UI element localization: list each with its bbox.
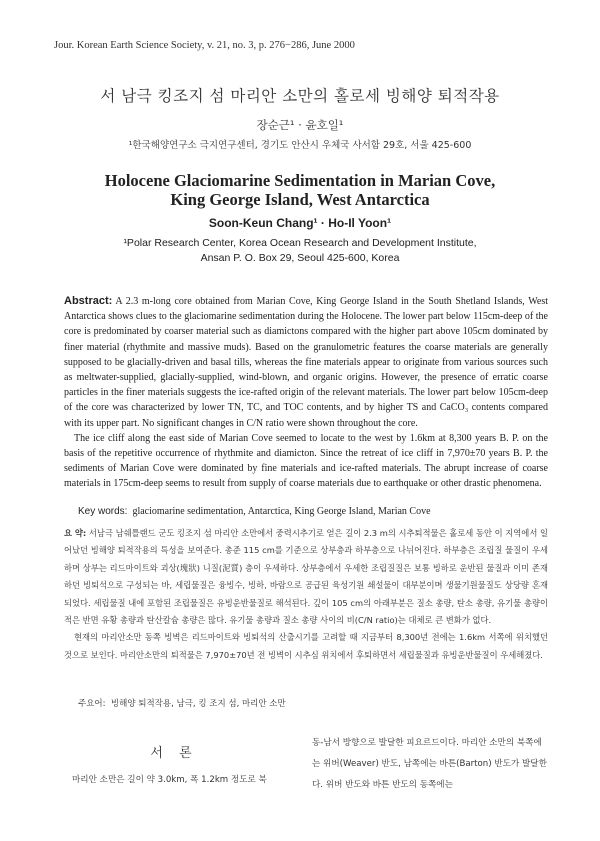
body-left-column: 마리안 소만은 길이 약 3.0km, 폭 1.2km 정도로 북	[72, 775, 267, 785]
abstract-paragraph-1	[64, 294, 548, 431]
english-affiliation-line-1: ¹Polar Research Center, Korea Ocean Research and Development Institute,	[123, 237, 477, 249]
korean-keywords-text: 빙해양 퇴적작용, 남극, 킹 조지 섬, 마리안 소만	[110, 699, 286, 709]
body-right-column: 동-남서 방향으로 발달한 피요르드이다. 마리안 소만의 북쪽에는 위버(Weaver) 반도, 남쪽에는 바튼(Barton) 반도가 발달한다. 위버 반도와 바튼 반도의 동쪽에는	[312, 738, 547, 790]
abstract-text-1: A 2.3 m-long core obtained from Marian Cove, King George Island in the South Shetland Islands, West Antarctica shows clues to the glaciomarine sedimentation during the Holocene. The lower part below 115cm-deep of the core is predominated by coarser material such as diamictons compared with the higher part above 105cm dominated by finer material (rhythmite and massive muds). Based on the granulometric features the coarse materials are generally supposed to be glacially-driven and basal tills, whereas the fine materials appear to originate from various sources such as meltwater-supplied, glacially-supplied, wind-blown, and organic origins. However, the presence of erratic coarse particles in the finer materials suggests the ice-rafted origin of the relevant materials. The lower part below 105cm-deep of the core was characterized by lower TN, TC, and TOC contents, and by higher TS and CaCO₃ contents compared with its upper part. No significant changes in C/N ratio were shown throughout the core.	[64, 296, 548, 429]
korean-abstract-section	[64, 525, 548, 664]
korean-abstract-paragraph-2: 현재의 마리안소만 동쪽 빙벽은 리드마이트와 빙퇴석의 산출시기를 고려할 때 지금부터 8,300년 전에는 1.6km 서쪽에 위치했던 것으로 보인다. 마리안소만의 퇴적물은 7,970±70년 전 빙벽이 시추심 위치에서 후퇴하면서 세립물질과 유빙운반물질이 우세해졌다.	[64, 632, 548, 660]
korean-keywords-label: 주요어:	[78, 699, 106, 709]
keywords-text: glaciomarine sedimentation, Antarctica, King George Island, Marian Cove	[132, 506, 431, 517]
korean-abstract-text-1: 서남극 남쉐틀랜드 군도 킹조지 섬 마리안 소만에서 중력시추기로 얻은 길이 2.3 m의 시추퇴적물은 홀로세 동안 이 지역에서 일어났던 빙해양 퇴적작용의 특성을 보여준다. 총준 115 cm를 기준으로 상부층과 하부층으로 나뉘어진다. 하부층은 조립질 물질이 우세하며 상부는 리드마이트와 괴상(塊狀) 니질(泥質) 층이 우세하다. 상부층에서 우세한 조립질질은 보통 빙하로 운반된 물질과 이미 존재하던 빙퇴석으로 구성되는 바, 세립물질은 융빙수, 빙하, 바람으로 공급된 육성기원 쇄설물이 대부분이며 생물기원물질도 상당량 혼재되었다. 세립물질 내에 포함된 조립물질은 유빙운반물질로 해석된다. 깊이 105 cm의 아래부분은 질소 총량, 탄소 총량, 유기물 총량이 적은 반면 유황 총량과 탄산칼슘 총량은 많다. 유기물 총량과 질소 총량 사이의 비(C/N ratio)는 대체로 큰 변화가 없다.	[64, 528, 549, 626]
abstract-label: Abstract:	[64, 295, 113, 307]
korean-keywords-line	[78, 697, 286, 709]
english-title-line-2: King George Island, West Antarctica	[170, 190, 430, 209]
abstract-section	[64, 294, 548, 492]
english-title	[0, 171, 600, 209]
section-heading-introduction: 서 론	[150, 746, 198, 761]
keywords-label: Key words:	[78, 506, 128, 517]
korean-authors: 장순근¹ · 윤호일¹	[256, 118, 344, 132]
korean-affiliation: ¹한국해양연구소 극지연구센터, 경기도 안산시 우체국 사서함 29호, 서울 425-600	[128, 140, 472, 151]
english-affiliation-line-2: Ansan P. O. Box 29, Seoul 425-600, Korea	[200, 252, 400, 264]
keywords-line	[78, 506, 431, 517]
korean-abstract-label: 요 약:	[64, 528, 87, 538]
korean-abstract-paragraph-1	[64, 525, 548, 629]
journal-citation: Jour. Korean Earth Science Society, v. 21, no. 3, p. 276−286, June 2000	[54, 40, 355, 51]
english-affiliation	[0, 236, 600, 266]
abstract-paragraph-2: The ice cliff along the east side of Marian Cove seemed to locate to the west by 1.6km at 8,300 years B. P. on the basis of the repetitive occurrence of rhythmite and diamicton. Since the retreat of ice cliff in 7,970±70 years B. P. the sediments of Marian Cove were dominated by fine materials and ice-rafted materials. The abrupt increase of coarse materials in 175cm-deep seems to result from supply of coarse materials due to earthquake or other drastic phenomena.	[64, 432, 548, 490]
korean-title: 서 남극 킹조지 섬 마리안 소만의 홀로세 빙해양 퇴적작용	[100, 87, 500, 105]
english-title-line-1: Holocene Glaciomarine Sedimentation in Marian Cove,	[104, 171, 496, 190]
english-authors: Soon-Keun Chang¹ · Ho-Il Yoon¹	[208, 216, 392, 230]
